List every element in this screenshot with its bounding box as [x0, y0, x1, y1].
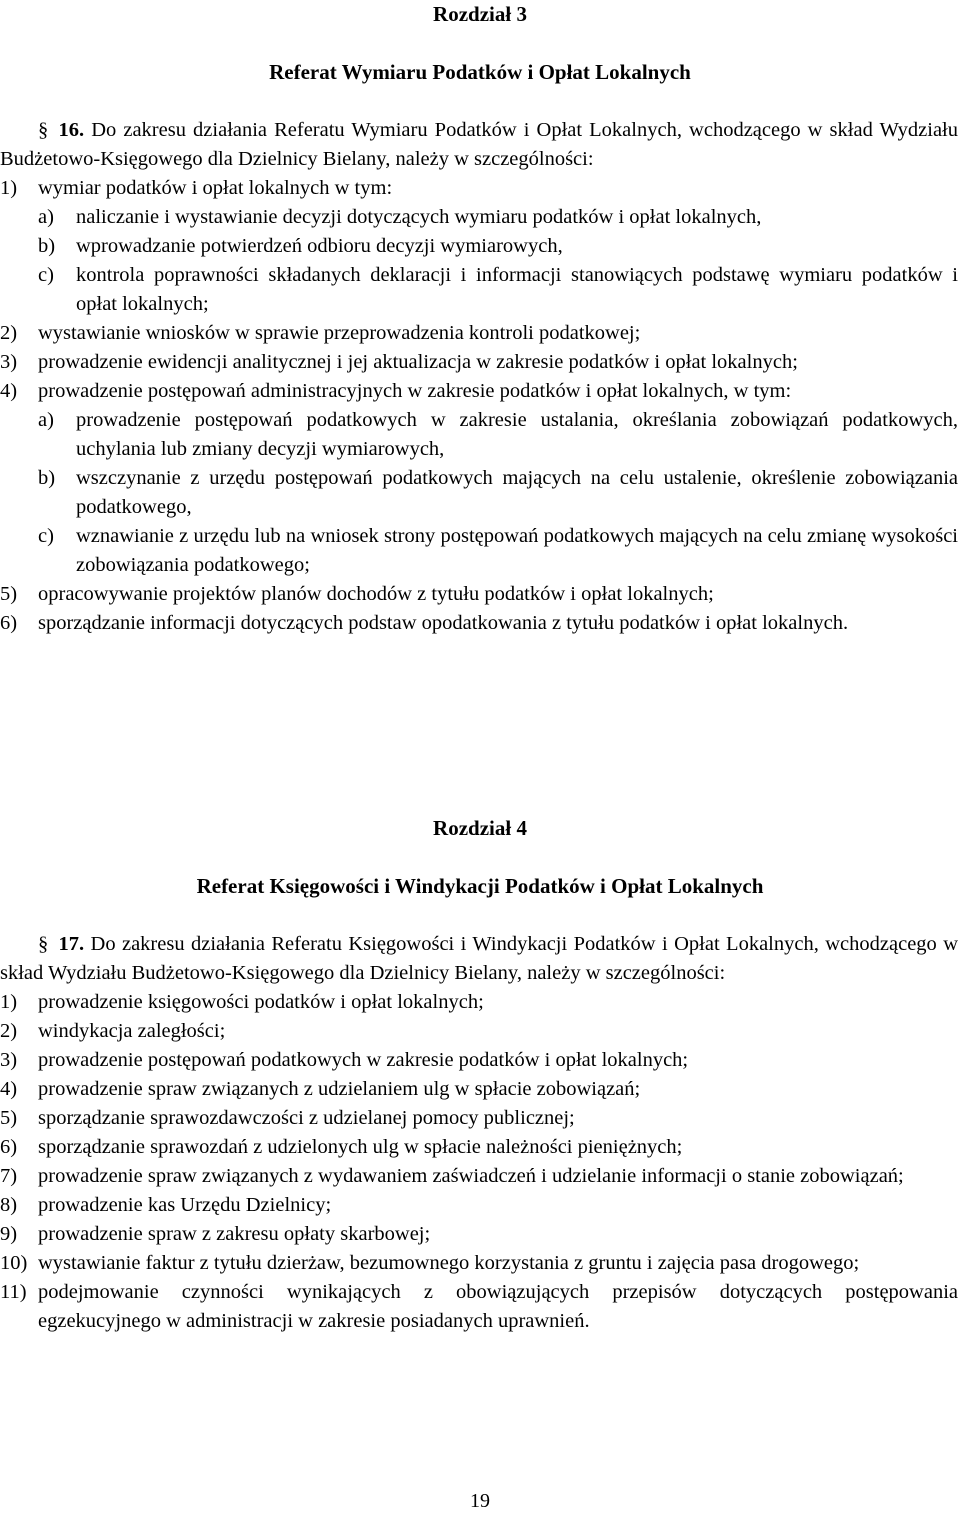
- section-intro-text: Do zakresu działania Referatu Księgowości i Windykacji Podatków i Opłat Lokalnych, wchodzącego w skład Wydziału Budżetowo-Księgowego dla Dzielnicy Bielany, należy w szczególności:: [0, 933, 958, 984]
- section-sign: §: [38, 933, 49, 955]
- list-item-text: prowadzenie spraw związanych z udzielaniem ulg w spłacie zobowiązań;: [38, 1078, 641, 1100]
- list-item-number: 7): [0, 1165, 18, 1187]
- list-item: [0, 1017, 958, 1046]
- list-item-text: windykacja zaległości;: [38, 1020, 226, 1042]
- list-item-text: prowadzenie kas Urzędu Dzielnicy;: [38, 1194, 332, 1216]
- sub-list-item-text: prowadzenie postępowań podatkowych w zakresie ustalania, określania zobowiązań podatkowych, uchylania lub zmiany decyzji wymiarowych,: [76, 409, 958, 460]
- sub-list-item: [0, 522, 958, 580]
- list-item: [0, 377, 958, 406]
- list-item-text: sporządzanie sprawozdawczości z udzielanej pomocy publicznej;: [38, 1107, 575, 1129]
- section-17-list: [0, 988, 958, 1336]
- list-item-text: prowadzenie spraw związanych z wydawaniem zaświadczeń i udzielanie informacji o stanie zobowiązań;: [38, 1165, 904, 1187]
- sub-list-item-letter: c): [38, 264, 54, 286]
- list-item: [0, 988, 958, 1017]
- sub-list-item: [0, 406, 958, 464]
- list-item: [0, 348, 958, 377]
- section-16-list: [0, 174, 958, 638]
- list-item-text: prowadzenie postępowań podatkowych w zakresie podatków i opłat lokalnych;: [38, 1049, 689, 1071]
- list-item-number: 11): [0, 1281, 27, 1303]
- list-item: [0, 1162, 958, 1191]
- list-item: [0, 609, 958, 638]
- list-item-text: prowadzenie księgowości podatków i opłat lokalnych;: [38, 991, 484, 1013]
- section-sign: §: [38, 119, 49, 141]
- list-item-number: 3): [0, 1049, 18, 1071]
- sub-list-item: [0, 261, 958, 319]
- list-item-number: 4): [0, 1078, 18, 1100]
- list-item-number: 6): [0, 612, 18, 634]
- list-item-text: sporządzanie informacji dotyczących podstaw opodatkowania z tytułu podatków i opłat lokalnych.: [38, 612, 849, 634]
- chapter-3-subtitle: Referat Wymiaru Podatków i Opłat Lokalnych: [269, 60, 691, 84]
- list-item-number: 10): [0, 1252, 28, 1274]
- list-item-number: 2): [0, 322, 18, 344]
- list-item-text: prowadzenie ewidencji analitycznej i jej aktualizacja w zakresie podatków i opłat lokalnych;: [38, 351, 798, 373]
- list-item: [0, 1133, 958, 1162]
- sub-list-item-text: naliczanie i wystawianie decyzji dotyczących wymiaru podatków i opłat lokalnych,: [76, 206, 762, 228]
- list-item: [0, 1220, 958, 1249]
- section-number: 16.: [58, 119, 85, 141]
- sub-list-item-text: wznawianie z urzędu lub na wniosek strony postępowań podatkowych mających na celu zmianę wysokości zobowiązania podatkowego;: [76, 525, 958, 576]
- chapter-4-body: [0, 930, 958, 1336]
- sub-list-item: [0, 203, 958, 232]
- chapter-4-subtitle: Referat Księgowości i Windykacji Podatków i Opłat Lokalnych: [196, 874, 764, 898]
- list-item-text: wymiar podatków i opłat lokalnych w tym:: [38, 177, 393, 199]
- list-item-text: prowadzenie spraw z zakresu opłaty skarbowej;: [38, 1223, 431, 1245]
- sub-list-item-text: kontrola poprawności składanych deklaracji i informacji stanowiących podstawę wymiaru podatków i opłat lokalnych;: [76, 264, 958, 315]
- list-item-number: 1): [0, 177, 18, 199]
- list-item-number: 5): [0, 1107, 18, 1129]
- chapter-4-title: Rozdział 4: [433, 816, 527, 840]
- chapter-3-body: [0, 116, 958, 638]
- sub-list-item-letter: b): [38, 235, 56, 257]
- list-item-text: sporządzanie sprawozdań z udzielonych ulg w spłacie należności pieniężnych;: [38, 1136, 683, 1158]
- sub-list-item: [0, 464, 958, 522]
- list-item-number: 3): [0, 351, 18, 373]
- list-item: [0, 1075, 958, 1104]
- list-item-text: prowadzenie postępowań administracyjnych w zakresie podatków i opłat lokalnych, w tym:: [38, 380, 792, 402]
- page-number: 19: [470, 1490, 490, 1512]
- list-item: [0, 319, 958, 348]
- list-item-text: wystawianie wniosków w sprawie przeprowadzenia kontroli podatkowej;: [38, 322, 641, 344]
- list-item: [0, 174, 958, 203]
- section-number: 17.: [58, 933, 85, 955]
- list-item-number: 4): [0, 380, 18, 402]
- sub-list-item-letter: b): [38, 467, 56, 489]
- list-item: [0, 580, 958, 609]
- list-item-number: 1): [0, 991, 18, 1013]
- list-item: [0, 1191, 958, 1220]
- sub-list-item-letter: c): [38, 525, 54, 547]
- list-item: [0, 1278, 958, 1336]
- chapter-3-title: Rozdział 3: [433, 2, 527, 26]
- sub-list-item-text: wszczynanie z urzędu postępowań podatkowych mających na celu ustalenie, określenie zobowiązania podatkowego,: [76, 467, 958, 518]
- section-17-intro: [0, 930, 958, 988]
- list-item-number: 9): [0, 1223, 18, 1245]
- section-16-intro: [0, 116, 958, 174]
- section-intro-text: Do zakresu działania Referatu Wymiaru Podatków i Opłat Lokalnych, wchodzącego w skład Wydziału Budżetowo-Księgowego dla Dzielnicy Bielany, należy w szczególności:: [0, 119, 959, 170]
- list-item-number: 6): [0, 1136, 18, 1158]
- list-item: [0, 1046, 958, 1075]
- list-item-text: opracowywanie projektów planów dochodów z tytułu podatków i opłat lokalnych;: [38, 583, 714, 605]
- list-item-text: wystawianie faktur z tytułu dzierżaw, bezumownego korzystania z gruntu i zajęcia pasa drogowego;: [38, 1252, 860, 1274]
- sub-list-item-letter: a): [38, 206, 54, 228]
- sub-list-item-letter: a): [38, 409, 54, 431]
- sub-list-item-text: wprowadzanie potwierdzeń odbioru decyzji wymiarowych,: [76, 235, 563, 257]
- list-item-number: 5): [0, 583, 18, 605]
- list-item-number: 2): [0, 1020, 18, 1042]
- list-item: [0, 1104, 958, 1133]
- list-item: [0, 1249, 958, 1278]
- list-item-number: 8): [0, 1194, 18, 1216]
- sub-list-item: [0, 232, 958, 261]
- list-item-text: podejmowanie czynności wynikających z obowiązujących przepisów dotyczących postępowania egzekucyjnego w administracji w zakresie posiadanych uprawnień.: [38, 1281, 958, 1332]
